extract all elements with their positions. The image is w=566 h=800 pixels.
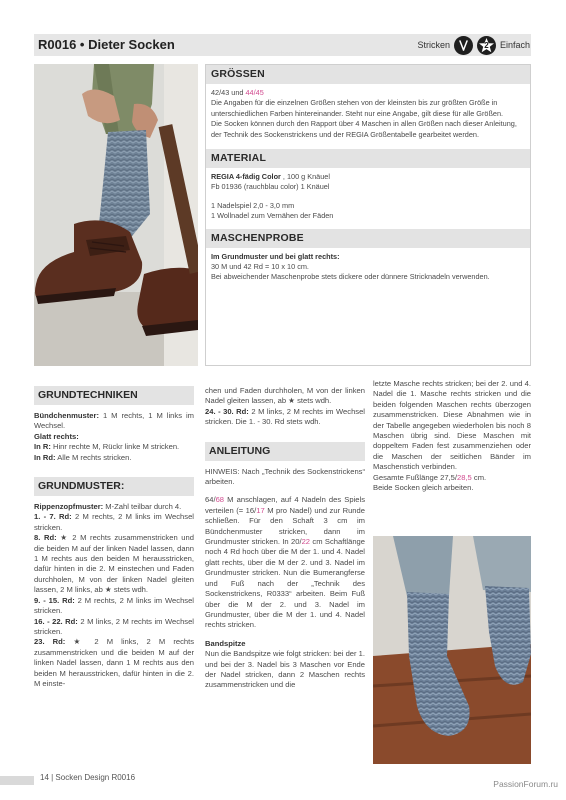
row9-para	[34, 596, 194, 617]
info-box	[205, 64, 531, 366]
row16-label: 16. - 22. Rd:	[34, 616, 78, 626]
column-3	[373, 379, 531, 493]
section-heading-maschenprobe: MASCHENPROBE	[206, 229, 530, 248]
yarn-rest: , 100 g Knäuel	[280, 172, 330, 182]
maschenprobe-lead: Im Grundmuster und bei glatt rechts:	[211, 251, 340, 261]
section-heading-material: MATERIAL	[206, 149, 530, 168]
row24-text: 2 M links, 2 M rechts im Wechsel stricken. Die 1. - 30. Rd stets wdh.	[205, 406, 365, 427]
row16-text: 2 M links, 2 M rechts im Wechsel stricken.	[34, 616, 194, 636]
tool-needles: 1 Nadelspiel 2,0 - 3,0 mm	[211, 200, 295, 210]
fuss-large: 28,5	[457, 472, 472, 482]
row23-para	[34, 637, 194, 689]
groessen-body	[206, 84, 530, 146]
row1-para	[34, 512, 194, 533]
watermark: PassionForum.ru	[493, 779, 558, 789]
maschenprobe-note: Bei abweichender Maschenprobe stets dickere oder dünnere Stricknadeln verwenden.	[211, 272, 490, 282]
final-note: Beide Socken gleich arbeiten.	[373, 483, 474, 493]
maschenprobe-body	[206, 248, 530, 289]
bund-text: 1 M rechts, 1 M links im Wechsel.	[34, 411, 194, 431]
section-heading-anleitung: ANLEITUNG	[205, 442, 365, 461]
row9-label: 9. - 15. Rd:	[34, 595, 75, 605]
knitting-needles-icon	[454, 36, 473, 55]
yarn-color: Fb 01936 (rauchblau color) 1 Knäuel	[211, 182, 330, 192]
anleitung-para-1	[205, 495, 365, 630]
rip-label: Rippenzopfmuster:	[34, 502, 104, 512]
row8-label: 8. Rd:	[34, 533, 57, 543]
fuss-unit: cm.	[471, 472, 487, 482]
inr-para	[34, 442, 194, 452]
groessen-text-2: Die Socken können durch den Rapport über 4 Maschen in allen Größen nach dieser Anleitung, der Technik des Sockenstrickens und der REGIA Größentabelle gearbeitet werden.	[211, 119, 517, 139]
row9-text: 2 M rechts, 2 M links im Wechsel stricken.	[34, 595, 194, 616]
groessen-text-1: Die Angaben für die einzelnen Größen stehen von der kleinsten bis zur größten Größe in unterschiedlichen Farben hintereinander. Steht nur eine Angabe, gilt diese für alle Größen.	[211, 98, 504, 118]
sock-photo-top	[34, 64, 198, 366]
row24-label: 24. - 30. Rd:	[205, 406, 249, 416]
row1-label: 1. - 7. Rd:	[34, 512, 72, 522]
column-1	[34, 386, 194, 689]
shaft-length-large: 22	[301, 537, 311, 547]
section-heading-grundtechniken: GRUNDTECHNIKEN	[34, 386, 194, 405]
rip-text: M-Zahl teilbar durch 4.	[103, 502, 182, 512]
level-star-icon	[477, 36, 496, 55]
difficulty-label: Stricken	[417, 40, 450, 50]
inrd-para	[34, 453, 194, 463]
row23-continued: chen und Faden durchholen, M von der linken Nadel gleiten lassen, ab ★ stets wdh.	[205, 386, 365, 406]
inr-text: Hinr rechte M, Rückr linke M stricken.	[50, 442, 180, 452]
fuss-length	[373, 473, 531, 483]
page-number: 14 | Socken Design R0016	[40, 773, 136, 782]
section-heading-grundmuster: GRUNDMUSTER:	[34, 477, 194, 496]
row1-text: 2 M rechts, 2 M links im Wechsel stricken.	[34, 512, 194, 532]
rip-para	[34, 502, 194, 512]
spitze-text: Nun die Bandspitze wie folgt stricken: bei der 1. und bei der 3. Nadel bis 3 Maschen vor Ende der Nadel stricken, dann 2 Maschen rechts zusammenstricken und die	[205, 649, 365, 690]
row23-text: ★ 2 M links, 2 M rechts zusammenstricken und die beiden M auf der linken Nadel lassen, dann 1 M rechts aus den beiden M herausstricken, dafür hinten in die 2. M einste-	[34, 637, 194, 688]
row8-para	[34, 533, 194, 595]
column3-text: letzte Masche rechts stricken; bei der 2. und 4. Nadel die 1. Masche rechts stricken und die beiden folgenden Maschen rechts überzogen zusammenstricken. Diese Abnahmen wie in der Tabelle angegeben wiederholen bis noch 8 Maschen übrig sind. Diese Maschen mit doppeltem Faden fest zusammenziehen oder die Maschen der seitlichen Bänder im Maschenstich verbinden.	[373, 379, 531, 472]
row16-para	[34, 617, 194, 638]
yarn-name: REGIA 4-fädig Color	[211, 172, 281, 182]
size-list	[211, 88, 525, 98]
level-label: Einfach	[499, 40, 530, 50]
inrd-label: In Rd:	[34, 452, 56, 462]
column-2	[205, 386, 365, 691]
section-heading-groessen: GRÖSSEN	[206, 65, 530, 84]
inr-label: In R:	[34, 442, 51, 452]
row23-label: 23. Rd:	[34, 637, 66, 647]
tool-wool-needle: 1 Wollnadel zum Vernähen der Fäden	[211, 211, 334, 221]
size-und: und	[229, 88, 246, 97]
maschenprobe-value: 30 M und 42 Rd = 10 x 10 cm.	[211, 262, 309, 272]
yarn-line	[211, 172, 525, 182]
stitch-count-large: 68	[215, 495, 225, 505]
bund-para	[34, 411, 194, 432]
stitch-count-sep: /	[213, 495, 216, 505]
row8-text: ★ 2 M rechts zusammenstricken und die beiden M auf der linken Nadel lassen, dann 1 M rechts aus den beiden M herausstricken, dafür hinten in die 2. M einstechen und Faden durchholen, M von der linken Nadel gleiten lassen, 2 M links, ab ★ stets wdh.	[34, 533, 194, 595]
sock-photo-bottom	[373, 536, 531, 764]
material-body	[206, 168, 530, 228]
anleitung-text-1: M anschlagen, auf 4 Nadeln des Spiels verteilen (= 16/	[205, 495, 365, 515]
page-title: R0016 • Dieter Socken	[38, 37, 175, 52]
needle-count-large: 17	[256, 505, 265, 515]
difficulty-indicator	[417, 35, 530, 55]
anleitung-text-3: cm Schaftlänge noch 4 Rd hoch über die M der 1. und 4. Nadel glatt rechts, über die M der 2. und 3. Nadel im Grundmuster stricken. Nun die Bumerangferse und Fuß nach der „Technik des Sockenstrickens, R0333“ arbeiten. Beim Fuß über die M der 2. und 3. Nadel im Grundmuster, über die M der 1. und 4. Nadel rechts stricken.	[205, 537, 365, 630]
size-large: 44/45	[245, 88, 264, 97]
fuss-label: Gesamte Fußlänge 27,5/	[373, 472, 457, 482]
glatt-label: Glatt rechts:	[34, 431, 79, 441]
anleitung-text-2: M pro Nadel) und zur Runde schließen. Für den Schaft 3 cm im Bündchenmuster stricken, dann im Grundmuster stricken. In 20/	[205, 505, 365, 547]
stitch-count-small: 64	[205, 495, 214, 505]
hinweis: HINWEIS: Nach „Technik des Sockenstrickens“ arbeiten.	[205, 466, 365, 487]
spitze-title: Bandspitze	[205, 638, 246, 648]
footer-bar	[0, 776, 34, 785]
row24-para	[205, 407, 365, 428]
inrd-text: Alle M rechts stricken.	[55, 452, 132, 462]
size-small: 42/43	[211, 88, 230, 97]
level-number: 2	[484, 40, 489, 50]
bund-label: Bündchenmuster:	[34, 411, 99, 420]
